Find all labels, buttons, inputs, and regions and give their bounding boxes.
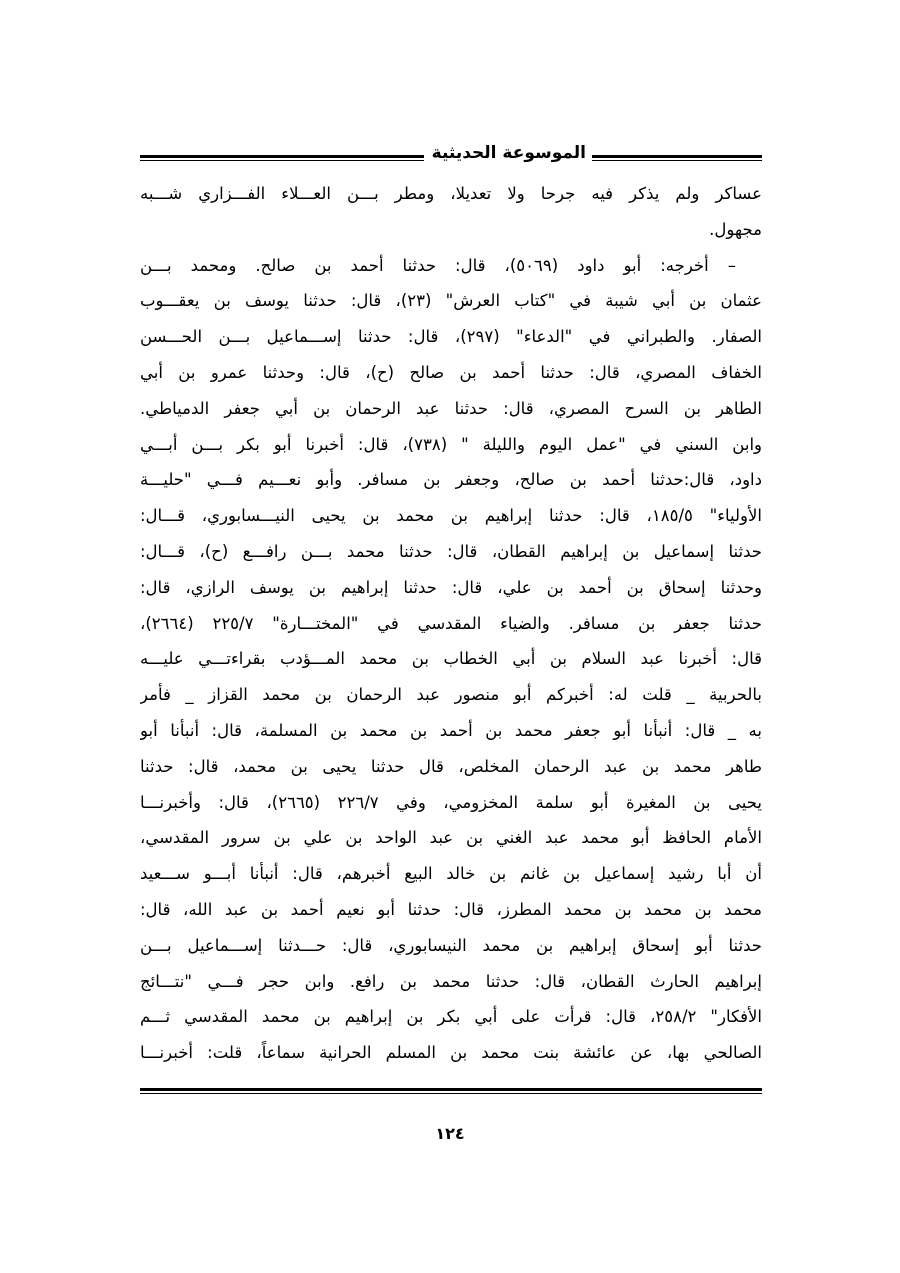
footer-rule <box>140 1088 762 1094</box>
text-line: داود، قال:حدثنا أحمد بن صالح، وجعفر بن مسافر. وأبو نعـــيم فـــي "حليـــة <box>140 470 762 490</box>
text-line: حدثنا جعفر بن مسافر. والضياء المقدسي في "المختـــارة" ٢٢٥/٧ (٢٦٦٤)، <box>140 613 762 633</box>
text-line: حدثنا إسماعيل بن إبراهيم القطان، قال: حدثنا محمد بـــن رافـــع (ح)، قـــال: <box>140 541 762 561</box>
header-rule-right <box>592 155 762 161</box>
text-line: به _ قال: أنبأنا أبو جعفر محمد بن أحمد بن محمد بن المسلمة، قال: أنبأنا أبو <box>140 720 762 740</box>
text-line: عثمان بن أبي شيبة في "كتاب العرش" (٢٣)، قال: حدثنا يوسف بن يعقـــوب <box>140 291 762 311</box>
text-line: الخفاف المصري، قال: حدثنا أحمد بن صالح (ح)، قال: وحدثنا عمرو بن أبي <box>140 362 762 382</box>
text-line: الأفكار" ٢٥٨/٢، قال: قرأت على أبي بكر بن إبراهيم بن محمد المقدسي ثـــم <box>140 1007 762 1027</box>
text-line: يحيى بن المغيرة أبو سلمة المخزومي، وفي ٢٢٦/٧ (٢٦٦٥)، قال: وأخبرنـــا <box>140 792 762 812</box>
text-line: الأولياء" ١٨٥/٥، قال: حدثنا إبراهيم بن محمد بن يحيى النيـــسابوري، قـــال: <box>140 506 762 526</box>
text-line: محمد بن محمد بن محمد المطرز، قال: حدثنا أبو نعيم أحمد بن عبد الله، قال: <box>140 899 762 919</box>
header-rule-left <box>140 155 424 161</box>
text-line: الصالحي بها، عن عائشة بنت محمد بن المسلم الحرانية سماعاً، قلت: أخبرنـــا <box>140 1043 762 1063</box>
running-header <box>140 143 762 173</box>
text-line: أن أبا رشيد إسماعيل بن غانم بن خالد البيع أخبرهم، قال: أنبأنا أبـــو ســـعيد <box>140 864 762 884</box>
page-body-text <box>140 176 762 1071</box>
text-line: الطاهر بن السرح المصري، قال: حدثنا عبد الرحمان بن أبي جعفر الدمياطي. <box>140 398 762 418</box>
header-title: الموسوعة الحديثية <box>431 143 586 163</box>
text-line: إبراهيم الحارث القطان، قال: حدثنا محمد بن رافع. وابن حجر فـــي "نتـــائج <box>140 971 762 991</box>
text-line: الصفار. والطبراني في "الدعاء" (٢٩٧)، قال: حدثنا إســـماعيل بـــن الحـــسن <box>140 327 762 347</box>
text-line: قال: أخبرنا عبد السلام بن أبي الخطاب بن محمد المـــؤدب بقراءتـــي عليـــه <box>140 649 762 669</box>
text-line: حدثنا أبو إسحاق إبراهيم بن محمد النيسابوري، قال: حـــدثنا إســـماعيل بـــن <box>140 935 762 955</box>
text-line: – أخرجه: أبو داود (٥٠٦٩)، قال: حدثنا أحمد بن صالح. ومحمد بـــن <box>140 255 736 275</box>
text-line: وحدثنا إسحاق بن أحمد بن علي، قال: حدثنا إبراهيم بن يوسف الرازي، قال: <box>140 577 762 597</box>
text-line: مجهول. <box>709 219 762 239</box>
text-line: وابن السني في "عمل اليوم والليلة " (٧٣٨)، قال: أخبرنا أبو بكر بـــن أبـــي <box>140 434 762 454</box>
text-line: الأمام الحافظ أبو محمد عبد الغني بن عبد الواحد بن علي بن سرور المقدسي، <box>140 828 762 848</box>
text-line: طاهر محمد بن عبد الرحمان المخلص، قال حدثنا يحيى بن محمد، قال: حدثنا <box>140 756 762 776</box>
text-line: بالحربية _ قلت له: أخبركم أبو منصور عبد الرحمان بن محمد القزاز _ فأمر <box>140 685 762 705</box>
text-line: عساكر ولم يذكر فيه جرحا ولا تعديلا، ومطر بـــن العـــلاء الفـــزاري شـــبه <box>140 184 762 203</box>
page-number: ١٢٤ <box>435 1124 465 1143</box>
